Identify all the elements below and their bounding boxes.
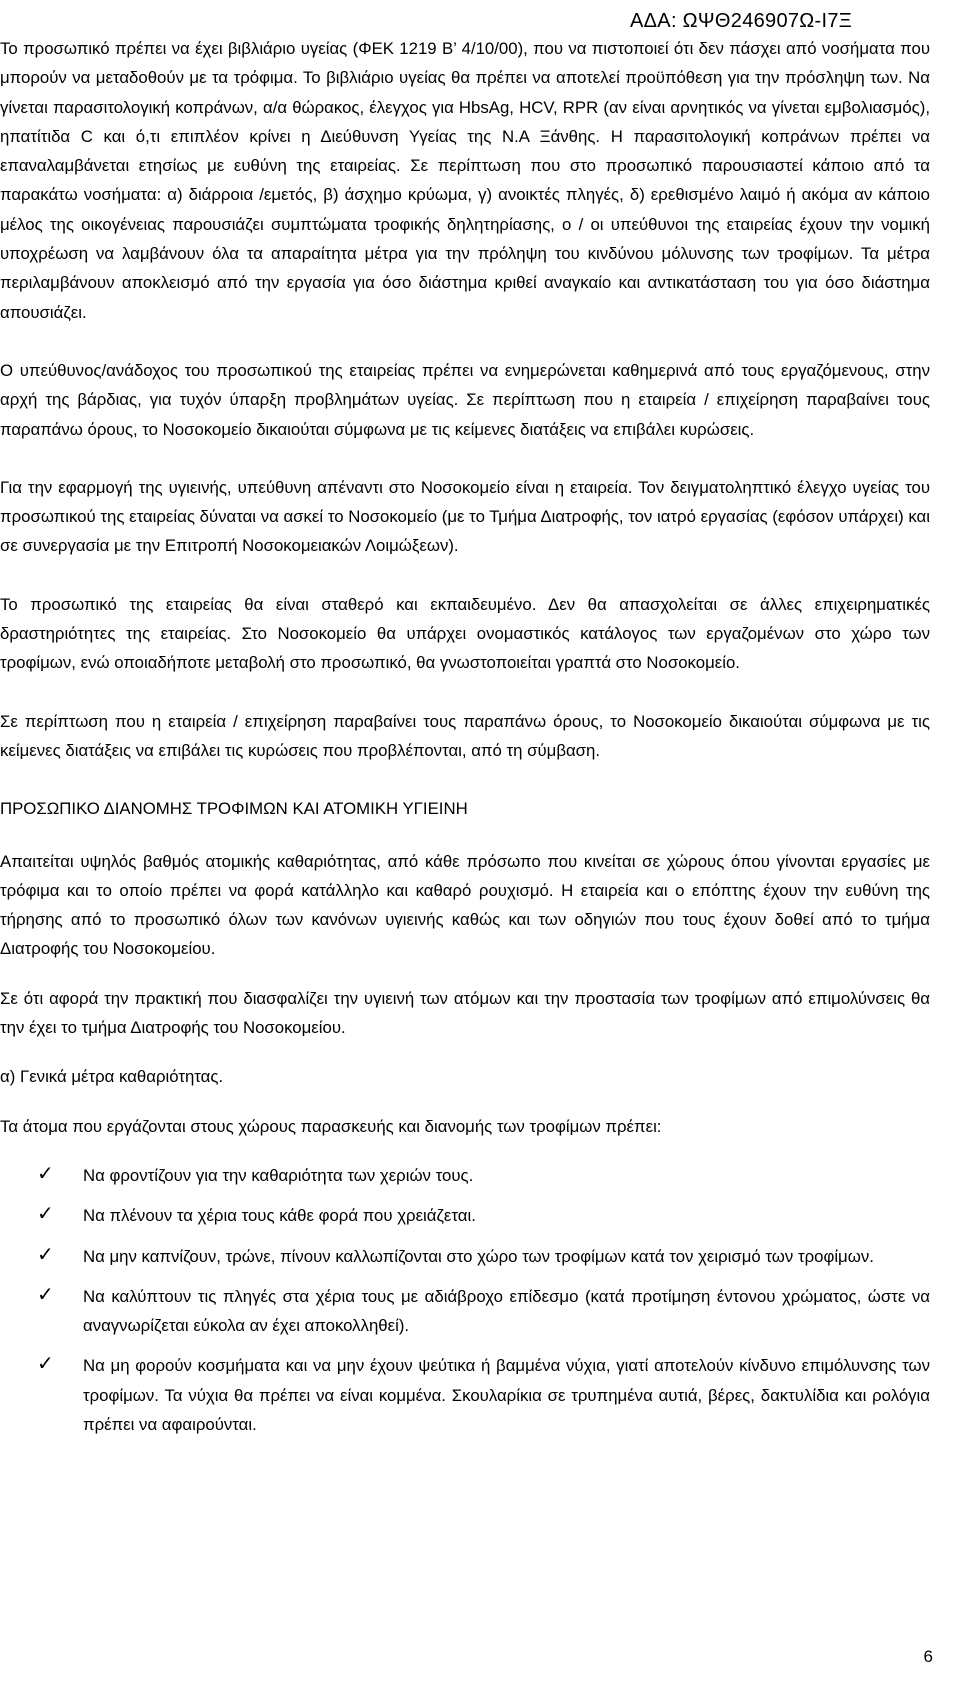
checklist-item-text: Να φροντίζουν για την καθαριότητα των χεριών τους.	[83, 1165, 474, 1185]
subheading: α) Γενικά μέτρα καθαριότητας.	[0, 1067, 224, 1087]
paragraph-hygiene-responsibility: Για την εφαρμογή της υγιεινής, υπεύθυνη απέναντι στο Νοσοκομείο είναι η εταιρεία. Τον δειγματοληπτικό έλεγχο υγείας του προσωπικού της εταιρείας δύναται να ασκεί το Νοσοκομείο (με το Τμήμα Διατροφής, τον ιατρό εργασίας (εφόσον υπάρχει) και σε συνεργασία με την Επιτροπή Νοσοκομειακών Λοιμώξεων).	[0, 477, 930, 556]
checklist-item-text: Να μη φορούν κοσμήματα και να μην έχουν ψεύτικα ή βαμμένα νύχια, γιατί αποτελούν κίνδυνο επιμόλυνσης των τροφίμων. Τα νύχια θα πρέπει να είναι κομμένα. Σκουλαρίκια σε τρυπημένα αυτιά, βέρες, δακτυλίδια και ρολόγια πρέπει να αφαιρούνται.	[83, 1356, 930, 1434]
checkmark-icon: ✓	[37, 1283, 54, 1306]
document-body	[0, 34, 930, 1450]
checklist-item-text: Να καλύπτουν τις πληγές στα χέρια τους με αδιάβροχο επίδεσμο (κατά προτίμηση έντονου χρώματος, ώστε να αναγνωρίζεται εύκολα αν έχει αποκολληθεί).	[83, 1286, 930, 1336]
checklist-item	[0, 1282, 930, 1341]
paragraph-sanctions: Σε περίπτωση που η εταιρεία / επιχείρηση παραβαίνει τους παραπάνω όρους, το Νοσοκομείο δικαιούται σύμφωνα με τις κείμενες διατάξεις να επιβάλει τις κυρώσεις που προβλέπονται, από τη σύμβαση.	[0, 711, 930, 760]
hygiene-checklist	[0, 1161, 930, 1439]
checklist-item	[0, 1201, 930, 1230]
checkmark-icon: ✓	[37, 1162, 54, 1185]
paragraph-practice: Σε ότι αφορά την πρακτική που διασφαλίζει την υγιεινή των ατόμων και την προστασία των τροφίμων από επιμολύνσεις θα την έχει το τμήμα Διατροφής του Νοσοκομείου.	[0, 988, 930, 1038]
checklist-item	[0, 1242, 930, 1271]
checkmark-icon: ✓	[37, 1353, 54, 1376]
checkmark-icon: ✓	[37, 1243, 54, 1266]
ada-code: ΑΔΑ: ΩΨΘ246907Ω-Ι7Ξ	[630, 10, 853, 32]
paragraph-daily-reporting: Ο υπεύθυνος/ανάδοχος του προσωπικού της εταιρείας πρέπει να ενημερώνεται καθημερινά από τους εργαζόμενους, στην αρχή της βάρδιας, για τυχόν ύπαρξη προβλημάτων υγείας. Σε περίπτωση που η εταιρεία / επιχείρηση παραβαίνει τους παραπάνω όρους, το Νοσοκομείο δικαιούται σύμφωνα με τις κείμενες διατάξεις να επιβάλει κυρώσεις.	[0, 360, 930, 439]
paragraph-personal-cleanliness: Απαιτείται υψηλός βαθμός ατομικής καθαριότητας, από κάθε πρόσωπο που κινείται σε χώρους όπου γίνονται εργασίες με τρόφιμα και το οποίο πρέπει να φορά κατάλληλο και καθαρό ρουχισμό. Η εταιρεία και ο επόπτης έχουν την ευθύνη της τήρησης από το προσωπικό όλων των κανόνων υγιεινής καθώς και των οδηγιών που τους έχουν δοθεί από το τμήμα Διατροφής του Νοσοκομείου.	[0, 851, 930, 959]
list-intro: Τα άτομα που εργάζονται στους χώρους παρασκευής και διανομής των τροφίμων πρέπει:	[0, 1116, 662, 1136]
checklist-item-text: Να μην καπνίζουν, τρώνε, πίνουν καλλωπίζονται στο χώρο των τροφίμων κατά τον χειρισμό των τροφίμων.	[83, 1246, 874, 1266]
checklist-item	[0, 1161, 930, 1190]
checkmark-icon: ✓	[37, 1203, 54, 1226]
checklist-item-text: Να πλένουν τα χέρια τους κάθε φορά που χρειάζεται.	[83, 1206, 476, 1226]
page-number: 6	[923, 1647, 933, 1666]
paragraph-staff-stability: Το προσωπικό της εταιρείας θα είναι σταθερό και εκπαιδευμένο. Δεν θα απασχολείται σε άλλες επιχειρηματικές δραστηριότητες της εταιρείας. Στο Νοσοκομείο θα υπάρχει ονομαστικός κατάλογος των εργαζομένων στο χώρο των τροφίμων, ενώ οποιαδήποτε μεταβολή στο προσωπικό, θα γνωστοποιείται γραπτά στο Νοσοκομείο.	[0, 594, 930, 673]
paragraph-health-booklet: Το προσωπικό πρέπει να έχει βιβλιάριο υγείας (ΦΕΚ 1219 Β’ 4/10/00), που να πιστοποιεί ότι δεν πάσχει από νοσήματα που μπορούν να μεταδοθούν με τα τρόφιμα. Το βιβλιάριο υγείας θα πρέπει να αποτελεί προϋπόθεση για την πρόσληψη των. Να γίνεται παρασιτολογική κοπράνων, α/α θώρακος, έλεγχος για HbsAg, HCV, RPR (αν είναι αρνητικός να γίνεται εμβολιασμός), ηπατίτιδα C και ό,τι επιπλέον κρίνει η Διεύθυνση Υγείας της Ν.Α Ξάνθης. Η παρασιτολογική κοπράνων πρέπει να επαναλαμβάνεται ετησίως με ευθύνη της εταιρείας. Σε περίπτωση που στο προσωπικό παρουσιαστεί κάποιο από τα παρακάτω νοσήματα: α) διάρροια /εμετός, β) άσχημο κρύωμα, γ) ανοικτές πληγές, δ) ερεθισμένο λαιμό ή ακόμα αν κάποιο μέλος της οικογένειας παρουσιάζει συμπτώματα τροφικής δηλητηρίασης, ο / οι υπεύθυνοι της εταιρείας έχουν την νομική υποχρέωση να λαμβάνουν όλα τα απαραίτητα μέτρα για την πρόληψη του κινδύνου μόλυνσης των τροφίμων. Τα μέτρα περιλαμβάνουν αποκλεισμό από την εργασία για όσο διάστημα κριθεί αναγκαίο και αντικατάσταση του για όσο διάστημα απουσιάζει.	[0, 39, 930, 322]
section-heading: ΠΡΟΣΩΠΙΚΟ ΔΙΑΝΟΜΗΣ ΤΡΟΦΙΜΩΝ ΚΑΙ ΑΤΟΜΙΚΗ ΥΓΙΕΙΝΗ	[0, 799, 468, 819]
checklist-item	[0, 1351, 930, 1439]
